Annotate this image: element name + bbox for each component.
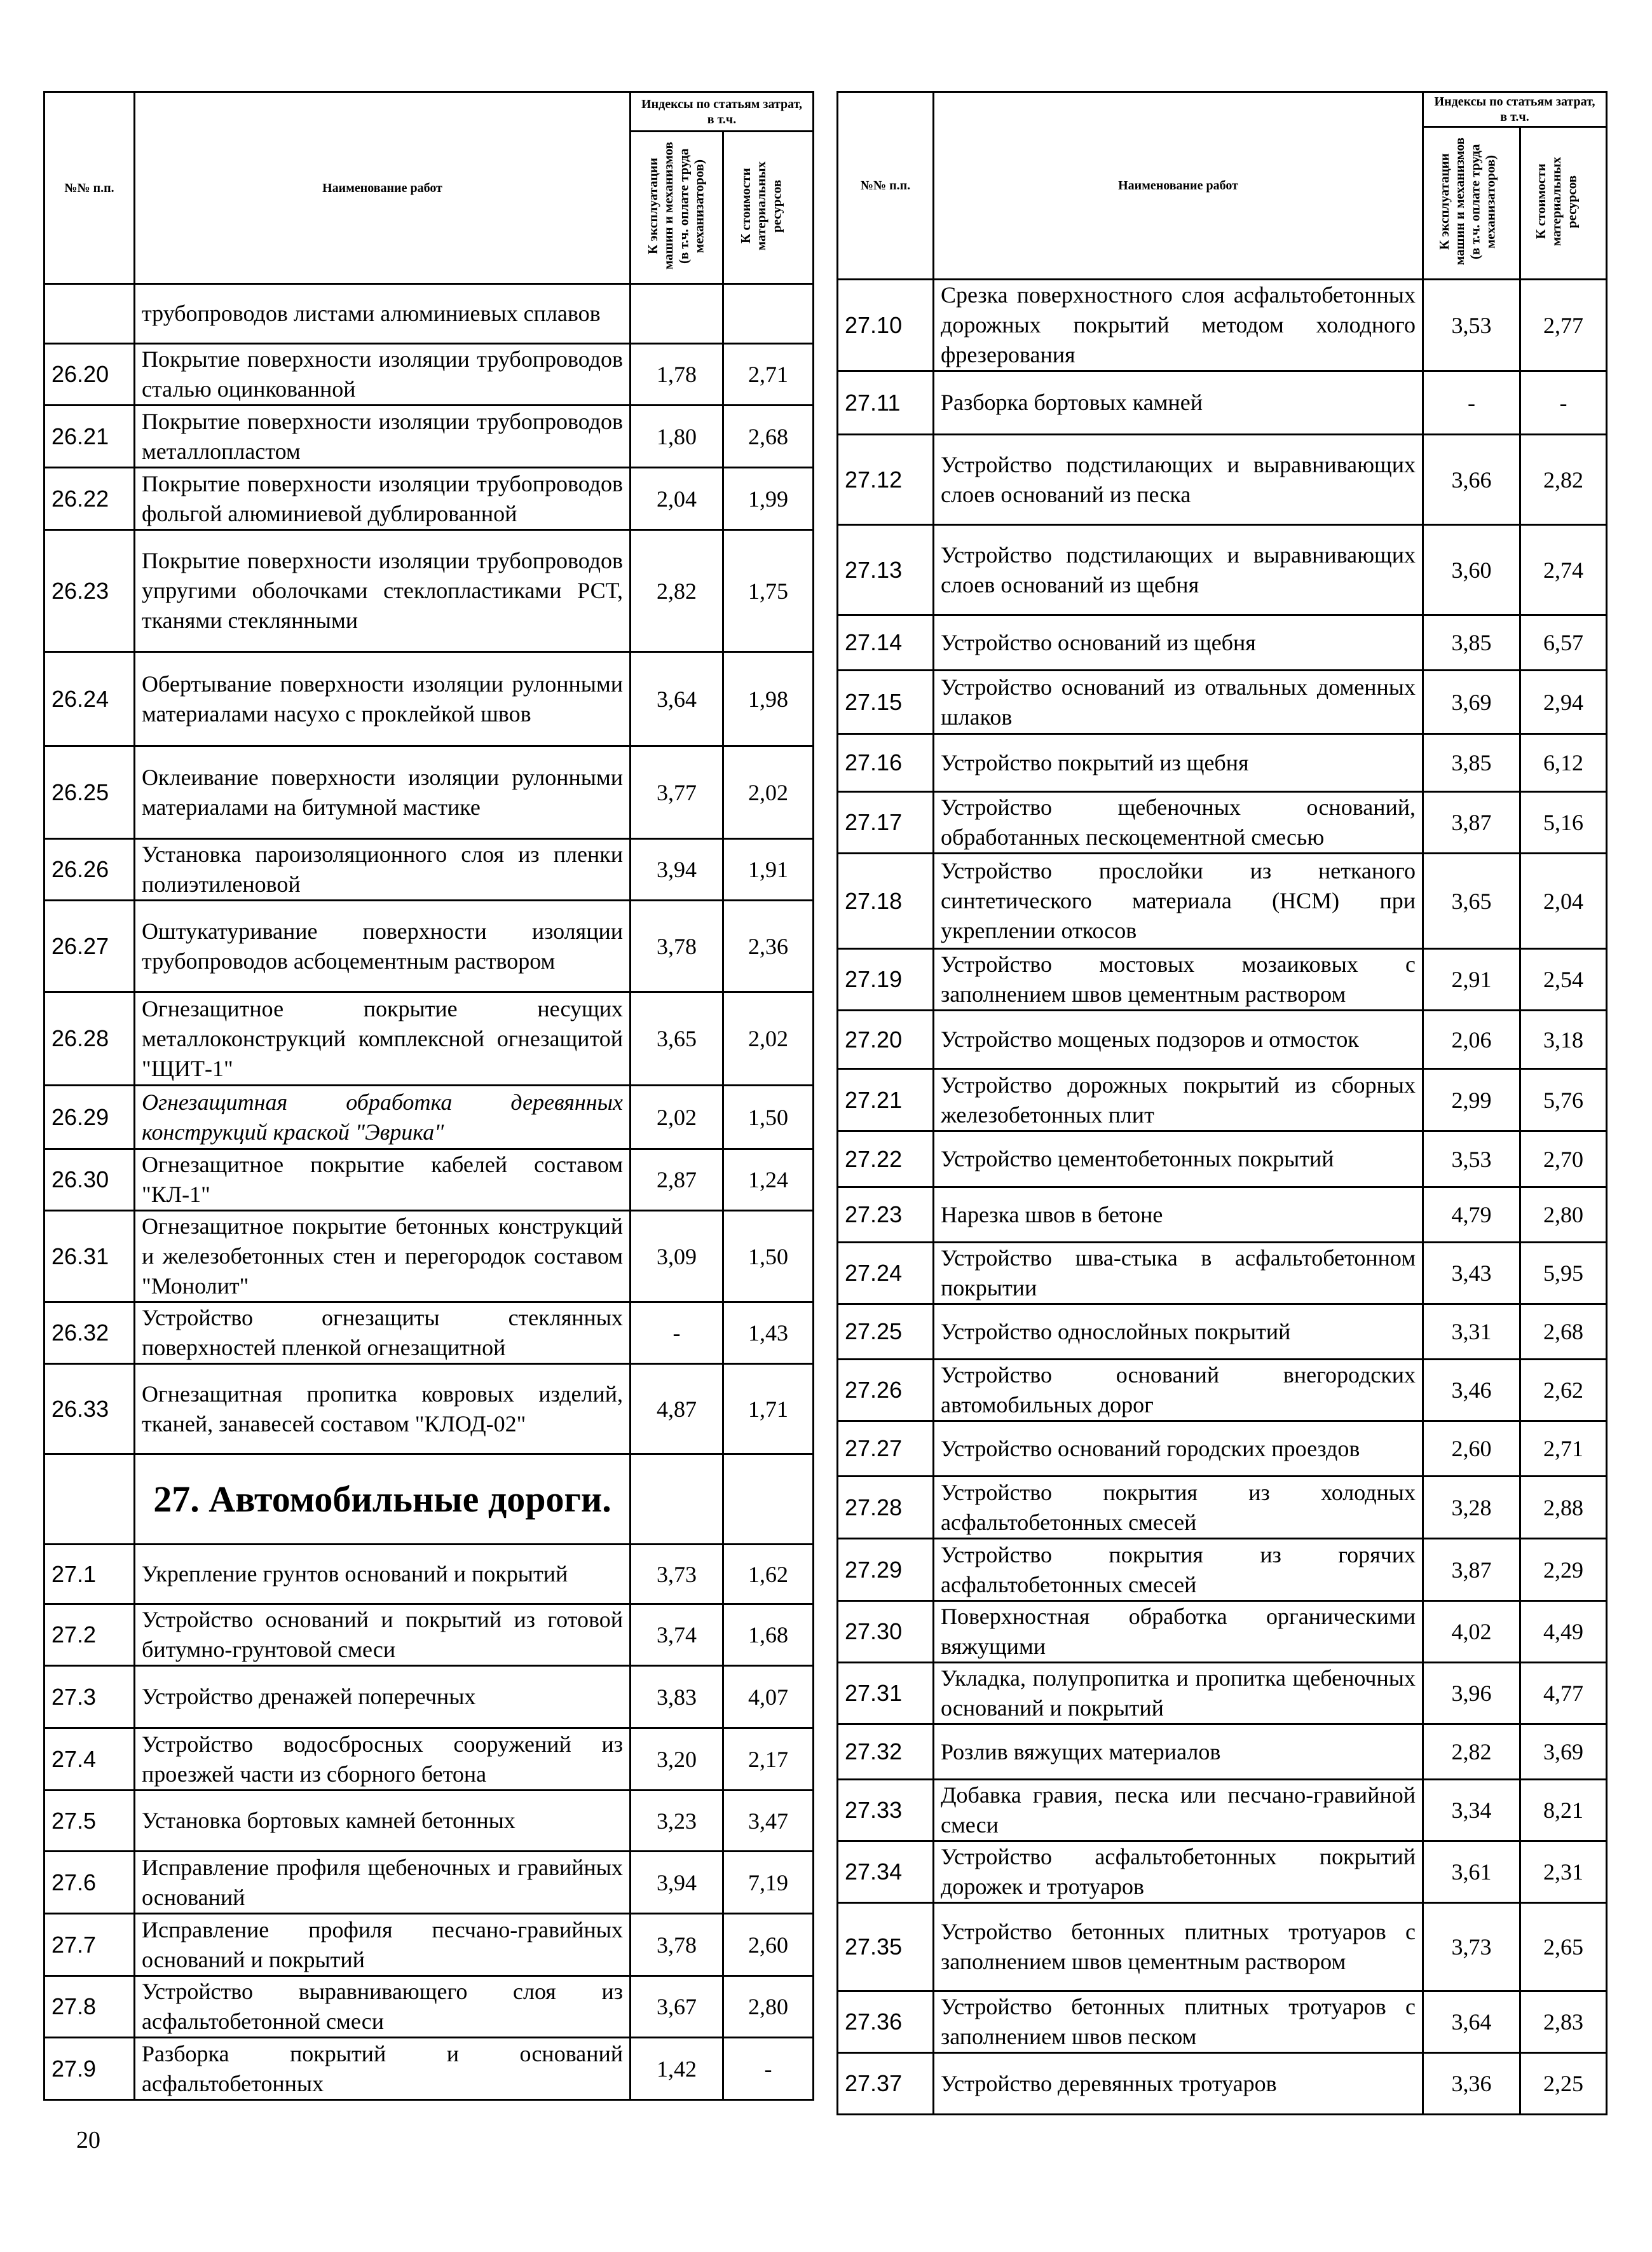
table-row <box>44 839 814 901</box>
header-materials: К стоимости материальных ресурсов <box>737 161 784 250</box>
row-number: 26.24 <box>44 652 135 746</box>
right-rows <box>838 280 1607 2115</box>
row-name: Устройство покрытий из щебня <box>934 734 1423 792</box>
table-row <box>44 1211 814 1302</box>
row-name: Установка пароизоляционного слоя из пленки полиэтиленовой <box>135 839 631 901</box>
row-materials-index: 7,19 <box>723 1852 814 1914</box>
row-machines-index: 3,87 <box>1423 792 1520 854</box>
row-materials-index: 2,02 <box>723 746 814 839</box>
section-row <box>44 1454 814 1545</box>
row-machines-index: 3,31 <box>1423 1304 1520 1360</box>
row-materials-index: 2,62 <box>1520 1360 1607 1421</box>
row-materials-index: 6,57 <box>1520 615 1607 671</box>
row-number: 27.17 <box>838 792 934 854</box>
table-row <box>44 746 814 839</box>
row-materials-index: - <box>1520 371 1607 435</box>
row-materials-index: 1,50 <box>723 1086 814 1149</box>
table-row <box>838 1991 1607 2053</box>
row-materials-index: 2,83 <box>1520 1991 1607 2053</box>
table-row <box>838 1780 1607 1841</box>
header-materials: К стоимости материальных ресурсов <box>1533 156 1579 246</box>
row-materials-index: 2,68 <box>1520 1304 1607 1360</box>
row-name: Устройство выравнивающего слоя из асфальтобетонной смеси <box>135 1976 631 2038</box>
table-row <box>838 2053 1607 2115</box>
row-number: 26.22 <box>44 468 135 530</box>
row-materials-index: 2,60 <box>723 1914 814 1976</box>
row-machines-index: 1,42 <box>631 2038 723 2100</box>
table-row <box>44 468 814 530</box>
row-number: 27.12 <box>838 435 934 525</box>
row-number: 27.7 <box>44 1914 135 1976</box>
row-materials-index: 1,50 <box>723 1211 814 1302</box>
row-name: Устройство оснований и покрытий из готовой битумно-грунтовой смеси <box>135 1604 631 1666</box>
row-name: Огнезащитная пропитка ковровых изделий, тканей, занавесей составом "КЛОД-02" <box>135 1364 631 1454</box>
row-number: 27.35 <box>838 1903 934 1991</box>
row-machines-index: 2,87 <box>631 1149 723 1211</box>
table-row <box>838 525 1607 615</box>
row-number: 27.23 <box>838 1187 934 1243</box>
row-materials-index: 2,74 <box>1520 525 1607 615</box>
row-number: 27.25 <box>838 1304 934 1360</box>
row-number: 27.18 <box>838 854 934 949</box>
row-machines-index: 3,87 <box>1423 1539 1520 1601</box>
row-name: Огнезащитное покрытие несущих металлоконструкций комплексной огнезащитой "ЩИТ-1" <box>135 992 631 1086</box>
row-number: 27.19 <box>838 949 934 1011</box>
row-number: 26.23 <box>44 530 135 652</box>
row-machines-index: 3,69 <box>1423 671 1520 734</box>
row-machines-index: - <box>631 1302 723 1364</box>
row-materials-index: 2,04 <box>1520 854 1607 949</box>
row-number: 27.37 <box>838 2053 934 2115</box>
table-row <box>838 1187 1607 1243</box>
row-name: Огнезащитное покрытие кабелей составом "КЛ-1" <box>135 1149 631 1211</box>
row-number: 27.32 <box>838 1724 934 1780</box>
row-number: 27.33 <box>838 1780 934 1841</box>
row-number <box>44 284 135 344</box>
row-number: 27.9 <box>44 2038 135 2100</box>
row-name: Исправление профиля песчано-гравийных оснований и покрытий <box>135 1914 631 1976</box>
row-materials-index: 1,68 <box>723 1604 814 1666</box>
row-materials-index: 2,31 <box>1520 1841 1607 1903</box>
row-machines-index: 3,73 <box>1423 1903 1520 1991</box>
row-materials-index: 2,29 <box>1520 1539 1607 1601</box>
row-number: 27.6 <box>44 1852 135 1914</box>
row-name: Устройство подстилающих и выравнивающих слоев оснований из щебня <box>934 525 1423 615</box>
row-name: Разборка покрытий и оснований асфальтобетонных <box>135 2038 631 2100</box>
row-materials-index: 2,82 <box>1520 435 1607 525</box>
row-materials-index <box>723 284 814 344</box>
table-row <box>838 1724 1607 1780</box>
table-row <box>44 652 814 746</box>
row-machines-index: 2,91 <box>1423 949 1520 1011</box>
row-name: Исправление профиля щебеночных и гравийных оснований <box>135 1852 631 1914</box>
row-number: 26.25 <box>44 746 135 839</box>
row-name: Покрытие поверхности изоляции трубопроводов упругими оболочками стеклопластиками РСТ, тканями стеклянными <box>135 530 631 652</box>
row-materials-index: 2,94 <box>1520 671 1607 734</box>
row-machines-index: 3,43 <box>1423 1243 1520 1304</box>
row-name: Покрытие поверхности изоляции трубопроводов металлопластом <box>135 406 631 468</box>
table-row <box>838 1663 1607 1724</box>
row-machines-index: 1,80 <box>631 406 723 468</box>
row-materials-index: 5,16 <box>1520 792 1607 854</box>
table-row <box>838 734 1607 792</box>
row-name: Устройство дренажей поперечных <box>135 1666 631 1728</box>
row-machines-index: 3,83 <box>631 1666 723 1728</box>
row-materials-index: 8,21 <box>1520 1780 1607 1841</box>
row-machines-index: 3,34 <box>1423 1780 1520 1841</box>
row-materials-index: 2,71 <box>1520 1421 1607 1477</box>
row-machines-index: 3,94 <box>631 1852 723 1914</box>
row-materials-index: 1,98 <box>723 652 814 746</box>
left-table <box>43 91 814 2101</box>
row-name: Устройство цементобетонных покрытий <box>934 1131 1423 1187</box>
row-name: Устройство однослойных покрытий <box>934 1304 1423 1360</box>
row-materials-index: 2,80 <box>723 1976 814 2038</box>
section-title: 27. Автомобильные дороги. <box>135 1454 631 1545</box>
row-materials-index: 2,17 <box>723 1728 814 1791</box>
row-materials-index: 3,47 <box>723 1791 814 1852</box>
table-row <box>44 992 814 1086</box>
row-name: Устройство деревянных тротуаров <box>934 2053 1423 2115</box>
row-machines-index: 3,85 <box>1423 734 1520 792</box>
row-machines-index: 4,02 <box>1423 1601 1520 1663</box>
row-machines-index: 2,82 <box>631 530 723 652</box>
row-materials-index: 4,07 <box>723 1666 814 1728</box>
table-row <box>44 406 814 468</box>
row-name: Устройство оснований из отвальных доменных шлаков <box>934 671 1423 734</box>
row-number: 27.28 <box>838 1477 934 1539</box>
row-number: 27.15 <box>838 671 934 734</box>
table-row <box>838 949 1607 1011</box>
row-name: Установка бортовых камней бетонных <box>135 1791 631 1852</box>
row-machines-index: 2,04 <box>631 468 723 530</box>
row-materials-index: 2,54 <box>1520 949 1607 1011</box>
table-row <box>44 1791 814 1852</box>
table-row <box>838 615 1607 671</box>
row-number: 26.31 <box>44 1211 135 1302</box>
row-name: Обертывание поверхности изоляции рулонными материалами насухо с проклейкой швов <box>135 652 631 746</box>
row-number: 26.33 <box>44 1364 135 1454</box>
header-name: Наименование работ <box>934 92 1423 280</box>
row-machines-index: 3,66 <box>1423 435 1520 525</box>
left-rows-b <box>44 1545 814 2100</box>
row-machines-index: 3,77 <box>631 746 723 839</box>
row-materials-index: 3,69 <box>1520 1724 1607 1780</box>
row-name: Оштукатуривание поверхности изоляции трубопроводов асбоцементным раствором <box>135 901 631 992</box>
table-row <box>44 2038 814 2100</box>
table-row <box>44 1086 814 1149</box>
row-materials-index: - <box>723 2038 814 2100</box>
row-number: 27.2 <box>44 1604 135 1666</box>
row-materials-index: 3,18 <box>1520 1011 1607 1069</box>
row-machines-index: 3,96 <box>1423 1663 1520 1724</box>
table-row <box>44 1545 814 1604</box>
row-name: Срезка поверхностного слоя асфальтобетонных дорожных покрытий методом холодного фрезерования <box>934 280 1423 371</box>
row-materials-index: 2,71 <box>723 344 814 406</box>
row-name: Устройство оснований из щебня <box>934 615 1423 671</box>
row-name: Устройство покрытия из холодных асфальтобетонных смесей <box>934 1477 1423 1539</box>
row-machines-index: 3,60 <box>1423 525 1520 615</box>
row-number: 27.34 <box>838 1841 934 1903</box>
right-table <box>836 91 1608 2115</box>
row-number: 26.21 <box>44 406 135 468</box>
row-machines-index: 3,64 <box>631 652 723 746</box>
row-name: Розлив вяжущих материалов <box>934 1724 1423 1780</box>
row-machines-index: 2,02 <box>631 1086 723 1149</box>
row-machines-index: - <box>1423 371 1520 435</box>
row-machines-index: 3,53 <box>1423 1131 1520 1187</box>
row-name: Оклеивание поверхности изоляции рулонными материалами на битумной мастике <box>135 746 631 839</box>
row-machines-index: 2,82 <box>1423 1724 1520 1780</box>
table-row <box>838 1069 1607 1131</box>
header-machines: К эксплуатации машин и механизмов (в т.ч. оплате труда механизаторов) <box>645 142 706 270</box>
row-number: 26.28 <box>44 992 135 1086</box>
row-number: 27.13 <box>838 525 934 615</box>
table-row <box>838 280 1607 371</box>
table-row <box>44 1302 814 1364</box>
table-row <box>44 344 814 406</box>
row-number: 27.10 <box>838 280 934 371</box>
row-name: Устройство бетонных плитных тротуаров с заполнением швов песком <box>934 1991 1423 2053</box>
row-machines-index: 1,78 <box>631 344 723 406</box>
table-row <box>838 1131 1607 1187</box>
row-number: 27.24 <box>838 1243 934 1304</box>
table-row <box>44 1666 814 1728</box>
row-materials-index: 5,76 <box>1520 1069 1607 1131</box>
row-machines-index: 3,74 <box>631 1604 723 1666</box>
table-row <box>838 435 1607 525</box>
row-number: 27.30 <box>838 1601 934 1663</box>
row-materials-index: 1,62 <box>723 1545 814 1604</box>
row-name: Укладка, полупропитка и пропитка щебеночных оснований и покрытий <box>934 1663 1423 1724</box>
row-machines-index: 3,09 <box>631 1211 723 1302</box>
row-materials-index: 1,24 <box>723 1149 814 1211</box>
row-materials-index: 6,12 <box>1520 734 1607 792</box>
row-machines-index: 3,46 <box>1423 1360 1520 1421</box>
row-machines-index: 3,94 <box>631 839 723 901</box>
table-row <box>838 1011 1607 1069</box>
row-machines-index: 3,64 <box>1423 1991 1520 2053</box>
row-machines-index: 2,99 <box>1423 1069 1520 1131</box>
left-rows-a <box>44 284 814 1454</box>
header-index-group: Индексы по статьям затрат, в т.ч. <box>631 92 814 132</box>
row-name: Добавка гравия, песка или песчано-гравийной смеси <box>934 1780 1423 1841</box>
row-materials-index: 2,88 <box>1520 1477 1607 1539</box>
row-number: 27.11 <box>838 371 934 435</box>
row-materials-index: 5,95 <box>1520 1243 1607 1304</box>
table-row <box>44 1852 814 1914</box>
row-number: 27.29 <box>838 1539 934 1601</box>
row-machines-index: 3,53 <box>1423 280 1520 371</box>
row-number: 27.14 <box>838 615 934 671</box>
row-number: 27.16 <box>838 734 934 792</box>
table-row <box>44 1149 814 1211</box>
table-row <box>44 530 814 652</box>
row-name: Устройство оснований внегородских автомобильных дорог <box>934 1360 1423 1421</box>
row-machines-index: 3,78 <box>631 901 723 992</box>
row-materials-index: 1,91 <box>723 839 814 901</box>
row-name: Укрепление грунтов оснований и покрытий <box>135 1545 631 1604</box>
row-materials-index: 2,68 <box>723 406 814 468</box>
row-name: Покрытие поверхности изоляции трубопроводов сталью оцинкованной <box>135 344 631 406</box>
row-name: Огнезащитное покрытие бетонных конструкций и железобетонных стен и перегородок составом "Монолит" <box>135 1211 631 1302</box>
row-materials-index: 2,77 <box>1520 280 1607 371</box>
table-row <box>44 1976 814 2038</box>
row-machines-index <box>631 284 723 344</box>
table-row <box>44 1604 814 1666</box>
row-number: 27.8 <box>44 1976 135 2038</box>
row-number: 26.32 <box>44 1302 135 1364</box>
row-machines-index: 3,73 <box>631 1545 723 1604</box>
row-name: Нарезка швов в бетоне <box>934 1187 1423 1243</box>
header-num: №№ п.п. <box>838 92 934 280</box>
row-machines-index: 3,23 <box>631 1791 723 1852</box>
row-materials-index: 4,49 <box>1520 1601 1607 1663</box>
row-machines-index: 4,79 <box>1423 1187 1520 1243</box>
row-machines-index: 2,60 <box>1423 1421 1520 1477</box>
row-number: 26.26 <box>44 839 135 901</box>
row-number: 27.36 <box>838 1991 934 2053</box>
row-name: Устройство асфальтобетонных покрытий дорожек и тротуаров <box>934 1841 1423 1903</box>
row-machines-index: 4,87 <box>631 1364 723 1454</box>
section-row-wrap <box>44 1454 814 1545</box>
table-row <box>838 1304 1607 1360</box>
row-machines-index: 3,28 <box>1423 1477 1520 1539</box>
row-machines-index: 3,65 <box>1423 854 1520 949</box>
table-row <box>44 284 814 344</box>
row-name: Огнезащитная обработка деревянных конструкций краской "Эврика" <box>135 1086 631 1149</box>
row-materials-index: 1,75 <box>723 530 814 652</box>
row-name: Устройство водосбросных сооружений из проезжей части из сборного бетона <box>135 1728 631 1791</box>
row-machines-index: 3,20 <box>631 1728 723 1791</box>
row-materials-index: 1,43 <box>723 1302 814 1364</box>
table-row <box>44 1364 814 1454</box>
row-number: 27.27 <box>838 1421 934 1477</box>
row-number: 27.1 <box>44 1545 135 1604</box>
row-number: 26.29 <box>44 1086 135 1149</box>
row-machines-index: 3,36 <box>1423 2053 1520 2115</box>
row-name: Устройство огнезащиты стеклянных поверхностей пленкой огнезащитной <box>135 1302 631 1364</box>
row-number: 26.20 <box>44 344 135 406</box>
row-name: Устройство покрытия из горячих асфальтобетонных смесей <box>934 1539 1423 1601</box>
row-materials-index: 2,70 <box>1520 1131 1607 1187</box>
row-number: 27.22 <box>838 1131 934 1187</box>
row-materials-index: 2,65 <box>1520 1903 1607 1991</box>
row-materials-index: 2,36 <box>723 901 814 992</box>
row-name: трубопроводов листами алюминиевых сплавов <box>135 284 631 344</box>
row-number: 26.27 <box>44 901 135 992</box>
row-number: 27.3 <box>44 1666 135 1728</box>
table-row <box>838 1903 1607 1991</box>
row-materials-index: 2,80 <box>1520 1187 1607 1243</box>
row-number: 27.5 <box>44 1791 135 1852</box>
header-machines: К эксплуатации машин и механизмов (в т.ч. оплате труда механизаторов) <box>1437 137 1498 265</box>
table-row <box>838 1421 1607 1477</box>
row-name: Устройство мощеных подзоров и отмосток <box>934 1011 1423 1069</box>
row-name: Покрытие поверхности изоляции трубопроводов фольгой алюминиевой дублированной <box>135 468 631 530</box>
row-number: 27.21 <box>838 1069 934 1131</box>
row-materials-index: 2,02 <box>723 992 814 1086</box>
row-name: Устройство щебеночных оснований, обработанных пескоцементной смесью <box>934 792 1423 854</box>
row-materials-index: 1,71 <box>723 1364 814 1454</box>
header-num: №№ п.п. <box>44 92 135 284</box>
row-machines-index: 3,67 <box>631 1976 723 2038</box>
table-row <box>838 1841 1607 1903</box>
row-machines-index: 3,78 <box>631 1914 723 1976</box>
table-row <box>838 1243 1607 1304</box>
row-number: 27.31 <box>838 1663 934 1724</box>
table-row <box>44 1728 814 1791</box>
table-row <box>838 371 1607 435</box>
table-row <box>838 792 1607 854</box>
row-number: 27.20 <box>838 1011 934 1069</box>
row-materials-index: 2,25 <box>1520 2053 1607 2115</box>
row-machines-index: 2,06 <box>1423 1011 1520 1069</box>
table-row <box>838 854 1607 949</box>
row-materials-index: 1,99 <box>723 468 814 530</box>
row-name: Поверхностная обработка органическими вяжущими <box>934 1601 1423 1663</box>
table-row <box>838 1539 1607 1601</box>
row-name: Устройство шва-стыка в асфальтобетонном покрытии <box>934 1243 1423 1304</box>
row-machines-index: 3,65 <box>631 992 723 1086</box>
table-row <box>838 671 1607 734</box>
table-row <box>44 901 814 992</box>
row-number: 27.26 <box>838 1360 934 1421</box>
header-name: Наименование работ <box>135 92 631 284</box>
row-materials-index: 4,77 <box>1520 1663 1607 1724</box>
row-name: Устройство оснований городских проездов <box>934 1421 1423 1477</box>
row-name: Устройство бетонных плитных тротуаров с заполнением швов цементным раствором <box>934 1903 1423 1991</box>
row-machines-index: 3,85 <box>1423 615 1520 671</box>
row-number: 26.30 <box>44 1149 135 1211</box>
row-name: Устройство подстилающих и выравнивающих слоев оснований из песка <box>934 435 1423 525</box>
table-row <box>838 1477 1607 1539</box>
table-row <box>44 1914 814 1976</box>
row-name: Разборка бортовых камней <box>934 371 1423 435</box>
page-number: 20 <box>76 2127 100 2153</box>
header-index-group: Индексы по статьям затрат, в т.ч. <box>1423 92 1607 127</box>
row-name: Устройство дорожных покрытий из сборных железобетонных плит <box>934 1069 1423 1131</box>
table-row <box>838 1360 1607 1421</box>
row-machines-index: 3,61 <box>1423 1841 1520 1903</box>
row-number: 27.4 <box>44 1728 135 1791</box>
table-row <box>838 1601 1607 1663</box>
row-name: Устройство мостовых мозаиковых с заполнением швов цементным раствором <box>934 949 1423 1011</box>
row-name: Устройство прослойки из нетканого синтетического материала (НСМ) при укреплении откосов <box>934 854 1423 949</box>
